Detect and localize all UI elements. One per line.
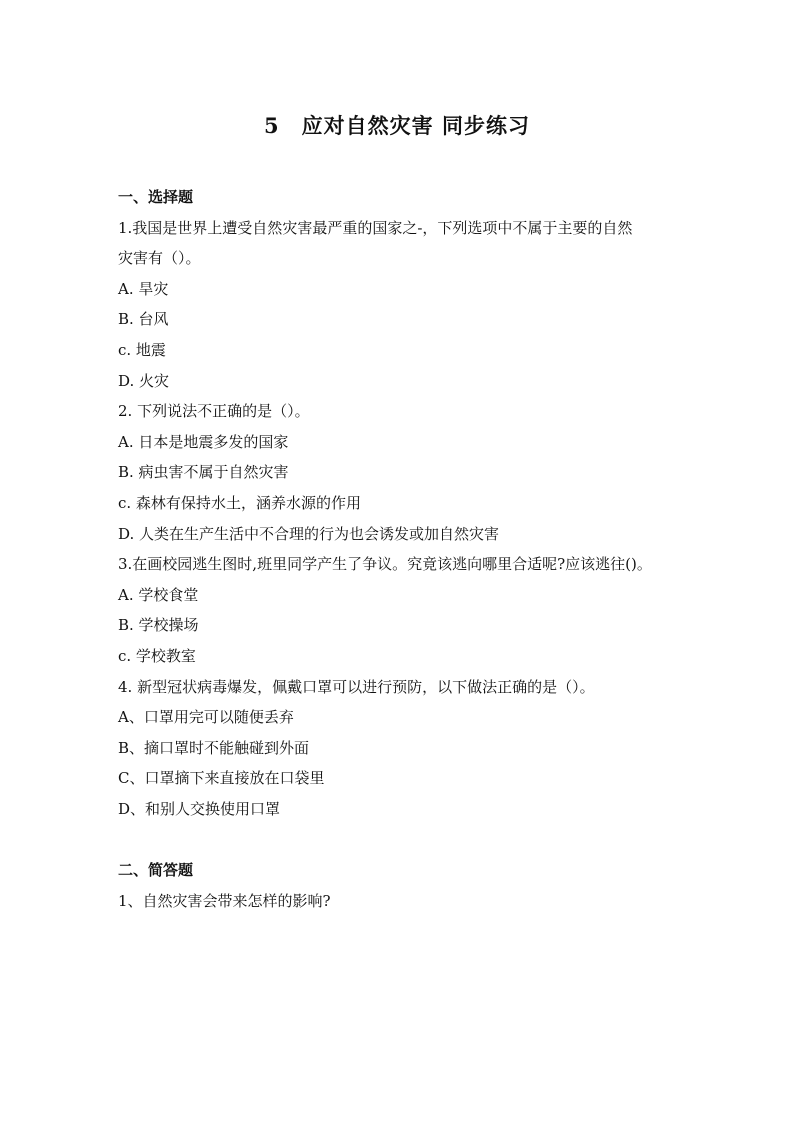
question-2-option-a: A. 日本是地震多发的国家	[118, 432, 289, 451]
question-3-stem: 3.在画校园逃生图时,班里同学产生了争议。究竟该逃向哪里合适呢?应该逃往()。	[118, 555, 652, 574]
question-1-option-d: D. 火灾	[118, 371, 170, 390]
question-4-option-a: A、口罩用完可以随便丢弃	[118, 708, 294, 727]
question-4-stem: 4. 新型冠状病毒爆发，佩戴口罩可以进行预防，以下做法正确的是（）。	[118, 677, 595, 696]
lesson-title: 应对自然灾害 同步练习	[301, 113, 530, 138]
question-4-option-d: D、和别人交换使用口罩	[118, 799, 281, 818]
section-spacer	[118, 824, 718, 855]
question-2-option-c: c. 森林有保持水土，涵养水源的作用	[118, 493, 361, 512]
question-3-option-c: c. 学校教室	[118, 646, 196, 665]
page-title	[0, 110, 794, 140]
question-3-option-a: A. 学校食堂	[118, 585, 199, 604]
question-1-stem-line1: 1.我国是世界上遭受自然灾害最严重的国家之-，下列选项中不属于主要的自然	[118, 218, 633, 237]
short-answer-question-1: 1、自然灾害会带来怎样的影响?	[118, 892, 331, 911]
question-1-option-b: B. 台风	[118, 310, 169, 329]
lesson-number: 5	[264, 113, 280, 138]
question-1-option-c: c. 地震	[118, 340, 166, 359]
question-1-stem-line2: 灾害有（）。	[118, 249, 201, 268]
question-1-option-a: A. 旱灾	[118, 279, 169, 298]
worksheet-content	[118, 182, 718, 917]
question-2-option-b: B. 病虫害不属于自然灾害	[118, 463, 289, 482]
section-heading-short-answer: 二、简答题	[118, 861, 194, 880]
question-4-option-c: C、口罩摘下来直接放在口袋里	[118, 769, 325, 788]
question-2-stem: 2. 下列说法不正确的是（）。	[118, 402, 310, 421]
section-heading-multiple-choice: 一、选择题	[118, 188, 194, 206]
question-2-option-d: D. 人类在生产生活中不合理的行为也会诱发或加自然灾害	[118, 524, 500, 543]
question-3-option-b: B. 学校操场	[118, 616, 199, 635]
question-4-option-b: B、摘口罩时不能触碰到外面	[118, 738, 310, 757]
